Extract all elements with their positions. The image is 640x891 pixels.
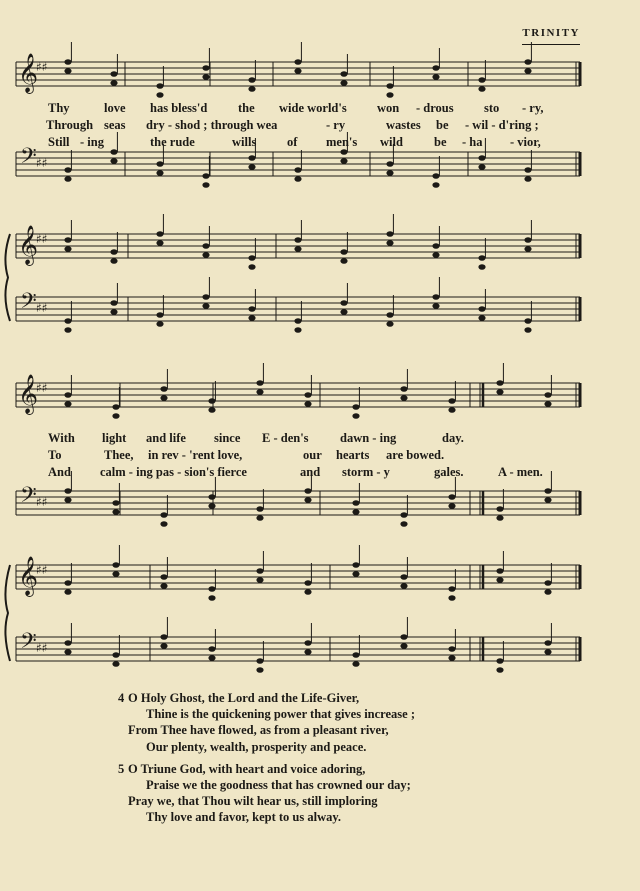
note-head [386, 92, 393, 98]
note-head [304, 640, 311, 646]
stanza-4 [118, 690, 415, 755]
note-head [352, 404, 359, 410]
stanza-line: Praise we the goodness that has crowned our day; [146, 778, 411, 793]
note-head [496, 667, 503, 673]
note-head [64, 580, 71, 586]
note-head [304, 392, 311, 398]
note-head [432, 65, 439, 71]
stanza-line: From Thee have flowed, as from a pleasant river, [128, 723, 389, 738]
lyric-syllable: are bowed. [386, 448, 445, 462]
note-head [256, 389, 263, 395]
note-head [64, 59, 71, 65]
note-head [160, 643, 167, 649]
note-head [524, 68, 531, 74]
note-head [64, 497, 71, 503]
key-signature-sharp-icon: ♯♯ [36, 156, 48, 170]
note-head [544, 392, 551, 398]
note-head [340, 300, 347, 306]
note-head [448, 595, 455, 601]
note-head [304, 580, 311, 586]
note-head [448, 407, 455, 413]
lyric-syllable: gales. [434, 465, 464, 479]
note-head [478, 315, 485, 321]
note-head [496, 380, 503, 386]
note-head [110, 71, 117, 77]
note-head [256, 577, 263, 583]
lyric-syllable: love [104, 101, 126, 115]
note-head [208, 586, 215, 592]
note-head [256, 568, 263, 574]
stanza-number: 5 [118, 761, 125, 776]
note-head [110, 149, 117, 155]
lyric-syllable: wild [380, 135, 403, 149]
treble-clef-icon: 𝄞 [18, 53, 39, 93]
note-head [352, 652, 359, 658]
note-head [110, 80, 117, 86]
note-head [208, 595, 215, 601]
note-head [478, 164, 485, 170]
note-head [64, 246, 71, 252]
note-head [156, 83, 163, 89]
note-head [352, 661, 359, 667]
lyric-syllable: seas [104, 118, 126, 132]
lyric-syllable: men's [326, 135, 358, 149]
key-signature-sharp-icon: ♯♯ [36, 563, 48, 577]
note-head [208, 398, 215, 404]
note-head [202, 252, 209, 258]
note-head [160, 395, 167, 401]
note-head [248, 315, 255, 321]
lyric-syllable: our [303, 448, 322, 462]
note-head [294, 59, 301, 65]
hymn-tune-title: TRINITY [522, 27, 580, 39]
note-head [112, 500, 119, 506]
note-head [448, 398, 455, 404]
note-head [64, 640, 71, 646]
note-head [110, 258, 117, 264]
note-head [64, 237, 71, 243]
lyric-syllable: - ha [462, 135, 483, 149]
note-head [340, 158, 347, 164]
note-head [256, 515, 263, 521]
note-head [156, 231, 163, 237]
note-head [112, 509, 119, 515]
note-head [64, 318, 71, 324]
note-head [340, 71, 347, 77]
note-head [432, 182, 439, 188]
note-head [64, 488, 71, 494]
note-head [340, 249, 347, 255]
note-head [544, 640, 551, 646]
key-signature-sharp-icon: ♯♯ [36, 60, 48, 74]
note-head [524, 59, 531, 65]
stanza-line: Pray we, that Thou wilt hear us, still imploring [128, 794, 378, 809]
stanza-line: Our plenty, wealth, prosperity and peace. [146, 739, 367, 754]
lyric-syllable: And [48, 465, 71, 479]
lyric-syllable: calm - ing pas - sion's fierce [100, 465, 247, 479]
note-head [386, 312, 393, 318]
note-head [110, 249, 117, 255]
note-head [524, 327, 531, 333]
note-head [112, 562, 119, 568]
note-head [544, 649, 551, 655]
note-head [496, 506, 503, 512]
note-head [496, 568, 503, 574]
note-head [64, 649, 71, 655]
note-head [340, 149, 347, 155]
lyric-syllable: storm - y [342, 465, 390, 479]
note-head [544, 401, 551, 407]
bass-clef-icon: 𝄢 [20, 144, 37, 174]
note-head [64, 167, 71, 173]
note-head [294, 318, 301, 324]
note-head [544, 589, 551, 595]
lyric-syllable: - drous [416, 101, 454, 115]
additional-stanzas [118, 690, 415, 832]
note-head [448, 494, 455, 500]
lyric-syllable: - ry, [522, 101, 544, 115]
note-head [524, 318, 531, 324]
note-head [400, 386, 407, 392]
note-head [340, 80, 347, 86]
note-head [352, 500, 359, 506]
note-head [340, 309, 347, 315]
note-head [160, 386, 167, 392]
stanza-line: Thine is the quickening power that gives increase ; [146, 707, 415, 722]
treble-clef-icon: 𝄞 [18, 225, 39, 265]
stanza-line: Thy love and favor, kept to us alway. [146, 810, 342, 825]
note-head [432, 243, 439, 249]
lyric-syllable: wide world's [279, 101, 347, 115]
key-signature-sharp-icon: ♯♯ [36, 381, 48, 395]
treble-clef-icon: 𝄞 [18, 556, 39, 596]
treble-clef-icon: 𝄞 [18, 374, 39, 414]
note-head [208, 503, 215, 509]
stanza-number: 4 [118, 691, 125, 705]
note-head [386, 240, 393, 246]
note-head [64, 589, 71, 595]
note-head [448, 586, 455, 592]
note-head [304, 589, 311, 595]
note-head [400, 521, 407, 527]
note-head [432, 252, 439, 258]
note-head [448, 655, 455, 661]
note-head [304, 488, 311, 494]
note-head [160, 512, 167, 518]
lyric-syllable: - ing [80, 135, 104, 149]
note-head [112, 413, 119, 419]
lyric-syllable: dawn - ing [340, 431, 397, 445]
note-head [208, 407, 215, 413]
note-head [112, 652, 119, 658]
note-head [544, 580, 551, 586]
note-head [352, 571, 359, 577]
note-head [294, 68, 301, 74]
note-head [208, 494, 215, 500]
note-head [340, 258, 347, 264]
note-head [248, 264, 255, 270]
note-head [160, 574, 167, 580]
stanza-line: O Triune God, with heart and voice adoring, [128, 761, 366, 776]
note-head [496, 577, 503, 583]
note-head [496, 658, 503, 664]
note-head [202, 303, 209, 309]
key-signature-sharp-icon: ♯♯ [36, 495, 48, 509]
note-head [496, 389, 503, 395]
note-head [248, 164, 255, 170]
brace-icon [5, 234, 10, 321]
note-head [544, 497, 551, 503]
lyric-syllable: be [434, 135, 447, 149]
note-head [400, 574, 407, 580]
lyric-syllable: Thee, [104, 448, 134, 462]
note-head [208, 646, 215, 652]
note-head [64, 327, 71, 333]
note-head [256, 380, 263, 386]
note-head [248, 255, 255, 261]
note-head [110, 309, 117, 315]
note-head [352, 509, 359, 515]
lyric-syllable: dry - shod ; through wea [146, 118, 278, 132]
note-head [156, 161, 163, 167]
note-head [112, 661, 119, 667]
note-head [524, 176, 531, 182]
note-head [478, 77, 485, 83]
key-signature-sharp-icon: ♯♯ [36, 301, 48, 315]
note-head [294, 176, 301, 182]
note-head [202, 243, 209, 249]
note-head [386, 170, 393, 176]
lyric-syllable: and life [146, 431, 186, 445]
note-head [202, 294, 209, 300]
bass-clef-icon: 𝄢 [20, 483, 37, 513]
lyric-syllable: wills [232, 135, 257, 149]
note-head [248, 77, 255, 83]
lyric-syllable: hearts [336, 448, 370, 462]
note-head [478, 264, 485, 270]
note-head [478, 306, 485, 312]
note-head [112, 404, 119, 410]
note-head [478, 86, 485, 92]
note-head [294, 327, 301, 333]
lyric-syllable: the rude [150, 135, 195, 149]
note-head [386, 231, 393, 237]
note-head [248, 306, 255, 312]
note-head [156, 240, 163, 246]
note-head [544, 488, 551, 494]
note-head [202, 173, 209, 179]
note-head [110, 158, 117, 164]
note-head [110, 300, 117, 306]
key-signature-sharp-icon: ♯♯ [36, 232, 48, 246]
note-head [64, 392, 71, 398]
note-head [112, 571, 119, 577]
note-head [304, 401, 311, 407]
note-head [478, 155, 485, 161]
brace-icon [5, 565, 10, 661]
lyric-syllable: since [214, 431, 241, 445]
note-head [202, 74, 209, 80]
note-head [64, 401, 71, 407]
note-head [294, 237, 301, 243]
stanza-5 [118, 761, 415, 826]
lyric-syllable: - ry [326, 118, 346, 132]
note-head [432, 74, 439, 80]
lyric-syllable: in rev - 'rent love, [148, 448, 243, 462]
note-head [386, 83, 393, 89]
note-head [352, 562, 359, 568]
lyric-syllable: E - den's [262, 431, 309, 445]
note-head [448, 646, 455, 652]
note-head [400, 512, 407, 518]
note-head [304, 649, 311, 655]
lyric-syllable: A - men. [498, 465, 543, 479]
lyric-syllable: the [238, 101, 255, 115]
note-head [156, 321, 163, 327]
lyric-syllable: - wil - d'ring ; [465, 118, 539, 132]
note-head [386, 321, 393, 327]
note-head [400, 395, 407, 401]
lyric-syllable: sto [484, 101, 500, 115]
note-head [432, 294, 439, 300]
note-head [524, 246, 531, 252]
lyric-syllable: Through [46, 118, 94, 132]
note-head [524, 167, 531, 173]
note-head [156, 170, 163, 176]
lyric-syllable: won [377, 101, 400, 115]
note-head [156, 312, 163, 318]
note-head [432, 173, 439, 179]
note-head [478, 255, 485, 261]
bass-clef-icon: 𝄢 [20, 289, 37, 319]
note-head [400, 634, 407, 640]
lyric-syllable: and [300, 465, 321, 479]
lyric-syllable: be [436, 118, 449, 132]
note-head [256, 506, 263, 512]
note-head [64, 176, 71, 182]
lyric-syllable: To [48, 448, 62, 462]
note-head [524, 237, 531, 243]
note-head [160, 521, 167, 527]
note-head [156, 92, 163, 98]
note-head [304, 497, 311, 503]
lyric-syllable: light [102, 431, 127, 445]
note-head [248, 155, 255, 161]
lyric-syllable: day. [442, 431, 464, 445]
note-head [432, 303, 439, 309]
lyric-syllable: Still [48, 135, 70, 149]
bass-clef-icon: 𝄢 [20, 629, 37, 659]
note-head [400, 643, 407, 649]
stanza-line: O Holy Ghost, the Lord and the Life-Giver, [128, 691, 360, 705]
note-head [352, 413, 359, 419]
lyric-syllable: of [287, 135, 298, 149]
note-head [386, 161, 393, 167]
note-head [448, 503, 455, 509]
lyric-syllable: Thy [48, 101, 70, 115]
note-head [160, 583, 167, 589]
note-head [400, 583, 407, 589]
note-head [294, 167, 301, 173]
note-head [160, 634, 167, 640]
note-head [64, 68, 71, 74]
note-head [202, 65, 209, 71]
note-head [202, 182, 209, 188]
note-head [256, 658, 263, 664]
note-head [208, 655, 215, 661]
note-head [496, 515, 503, 521]
note-head [256, 667, 263, 673]
lyric-syllable: wastes [386, 118, 421, 132]
note-head [294, 246, 301, 252]
lyric-syllable: has bless'd [150, 101, 208, 115]
lyric-syllable: - vior, [510, 135, 541, 149]
key-signature-sharp-icon: ♯♯ [36, 641, 48, 655]
lyric-syllable: With [48, 431, 75, 445]
note-head [248, 86, 255, 92]
